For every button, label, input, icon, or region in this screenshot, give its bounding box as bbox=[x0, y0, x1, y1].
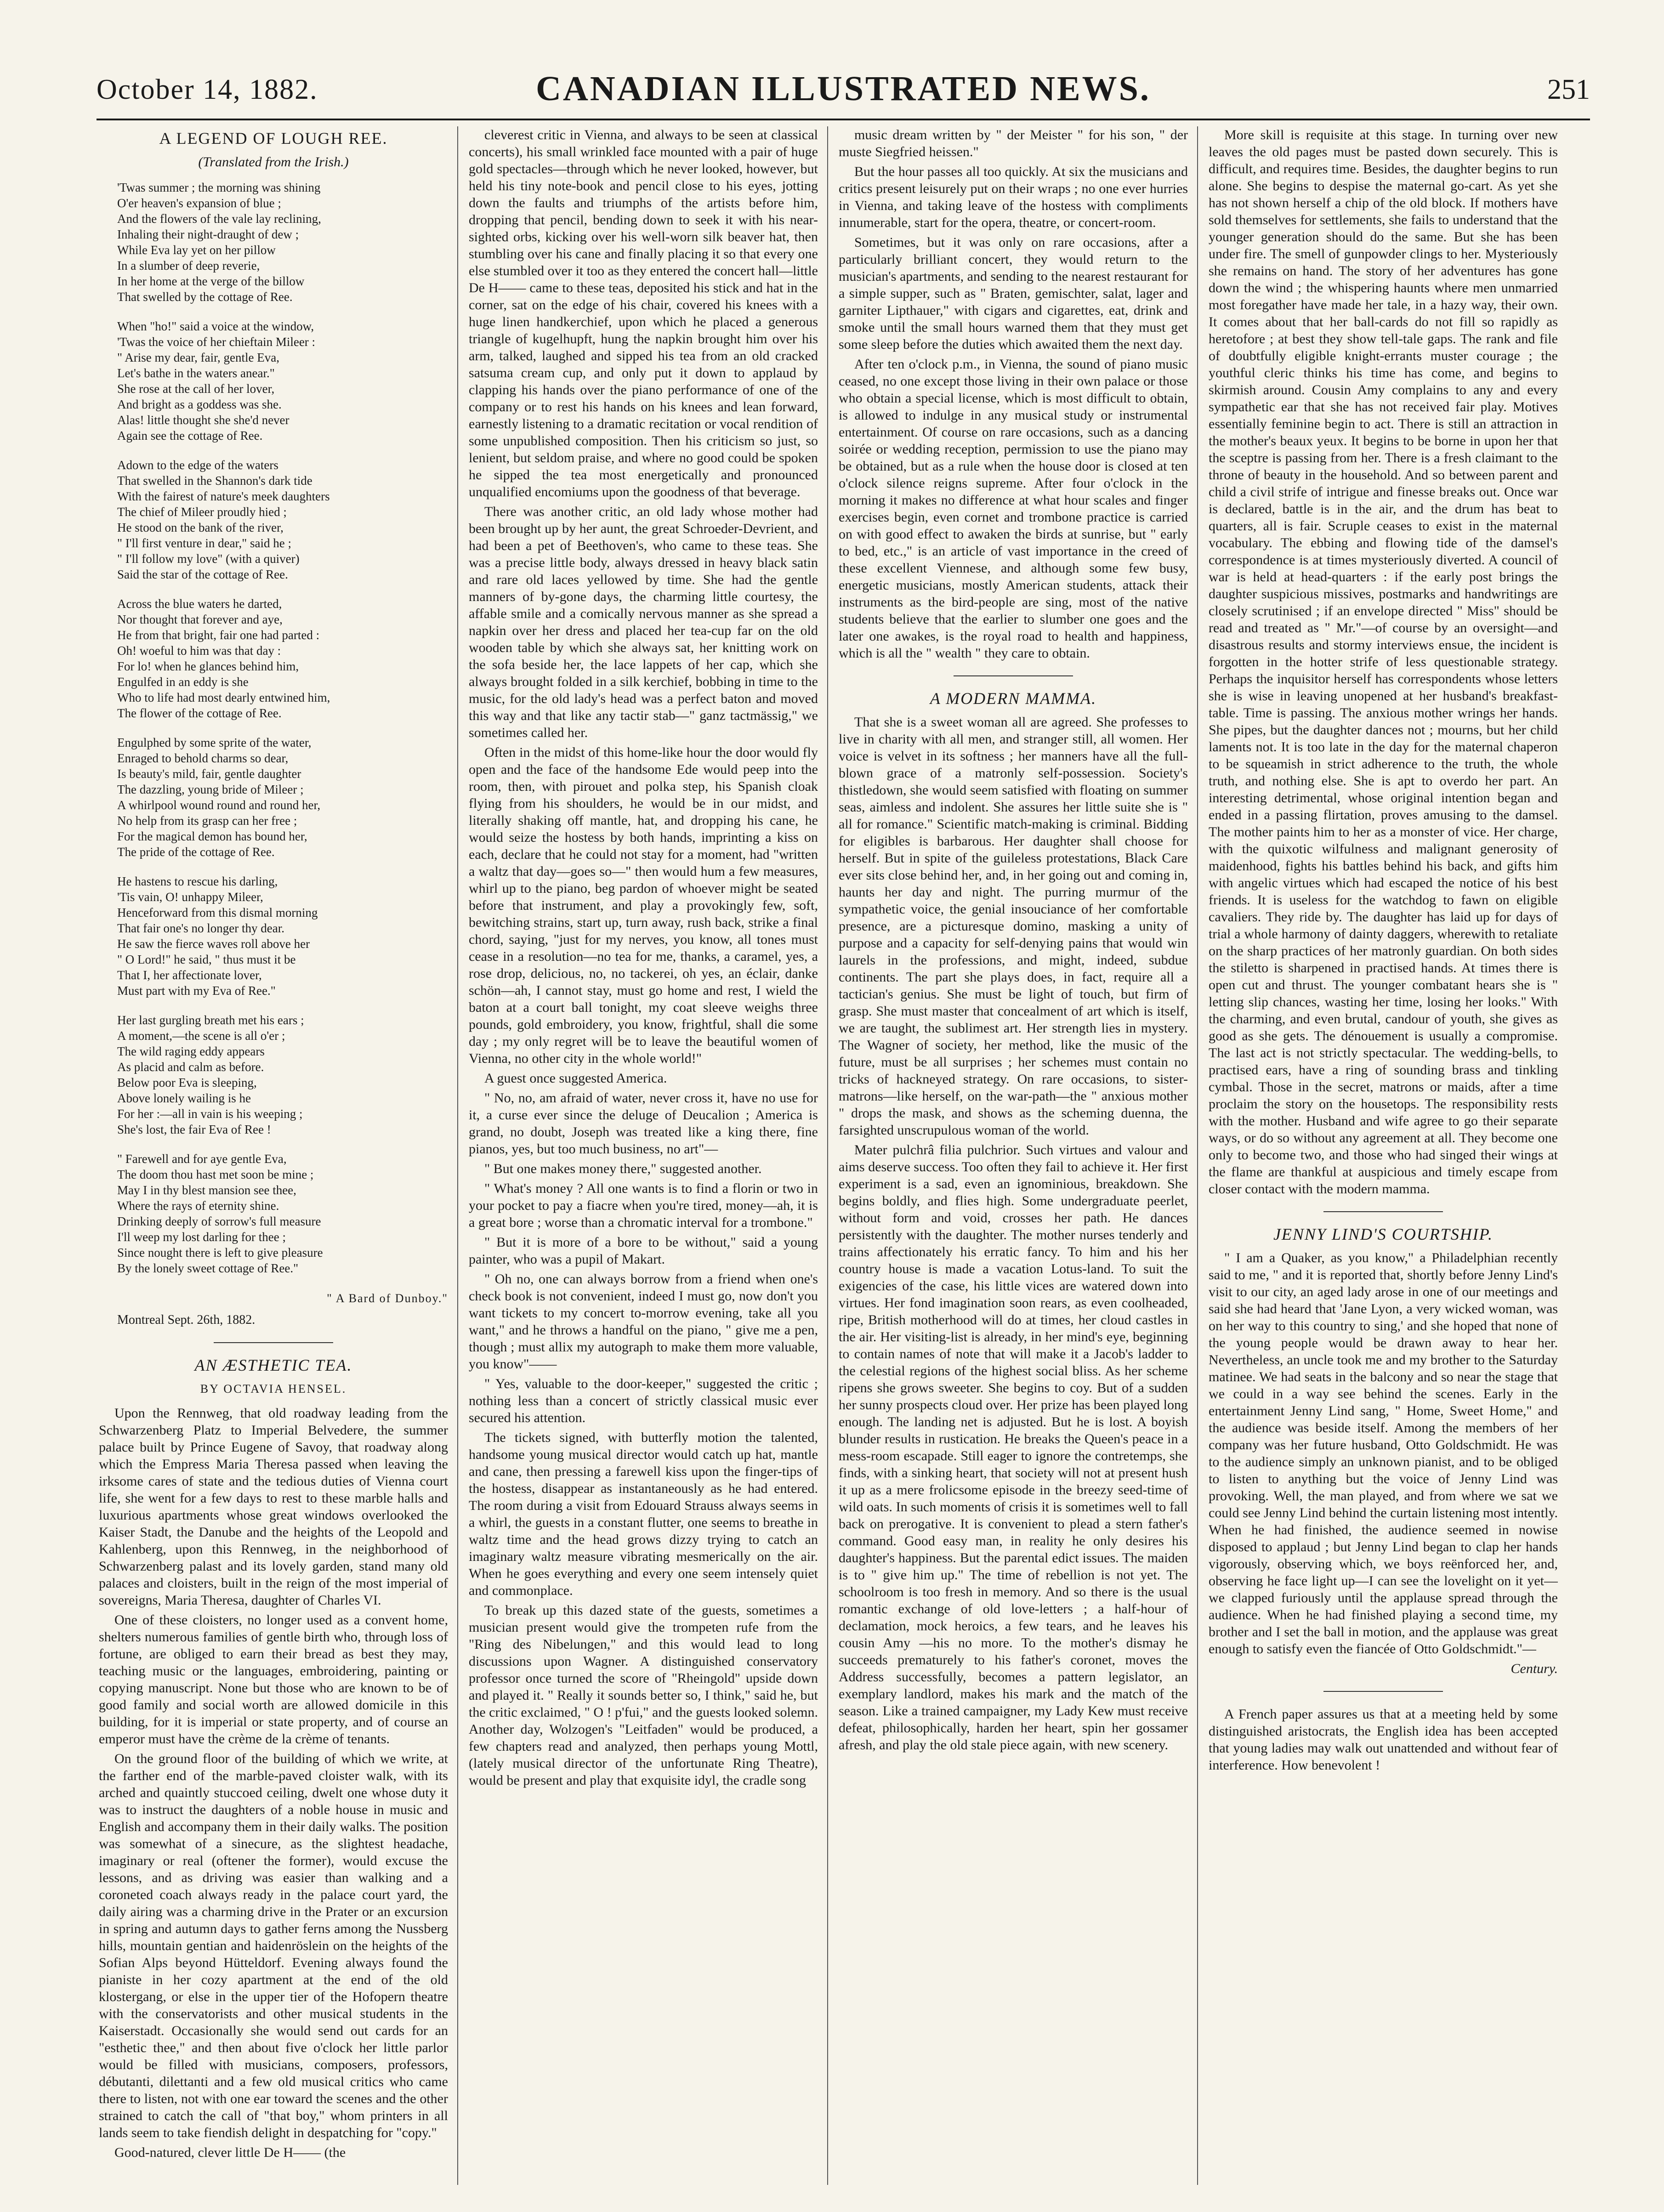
poem-line: Below poor Eva is sleeping, bbox=[117, 1076, 257, 1089]
poem-stanza bbox=[117, 735, 448, 860]
poem-line: Adown to the edge of the waters bbox=[117, 458, 278, 472]
poem-stanza bbox=[117, 318, 448, 443]
poem-line: O'er heaven's expansion of blue ; bbox=[117, 196, 281, 210]
poem-line: " Farewell and for aye gentle Eva, bbox=[117, 1152, 287, 1166]
poem-line: In her home at the verge of the billow bbox=[117, 274, 305, 288]
poem-line: The dazzling, young bride of Mileer ; bbox=[117, 783, 304, 796]
page-number: 251 bbox=[1547, 74, 1590, 105]
article-paragraph: That she is a sweet woman all are agreed. She professes to live in charity with all men, and stranger still, all women. Her voice is velvet in its softness ; her manners have all the full-blown grace of a matronly self-possession. Society's thistledown, she would seem satisfied with floating on summer seas, aimless and indolent. She assures her little suite she is " all for romance." Scientific match-making is criminal. Bidding for eligibles is barbarous. Her daughter shall choose for herself. But in spite of the guileless protestations, Black Care ever sits close behind her, and, in her going out and coming in, haunts her day and night. The purring murmur of the sympathetic voice, the genial insouciance of her comfortable presence, are a picturesque domino, masking a unity of purpose and a capacity for self-denying pains that would win laurels in the professions, and might, indeed, subdue continents. The part she plays does, in fact, require all a tactician's genius. She must be light of touch, but firm of grasp. She must master that concealment of art which is itself, we are taught, the sublimest art. Her strength lies in mystery. The Wagner of society, her method, like the music of the future, must be all surprises ; her schemes must contain no tricks of hackneyed strategy. On rare occasions, to sister-matrons—like herself, on the war-path—the " anxious mother " drops the mask, and shows as the scheming duenna, the farsighted unscrupulous woman of the world. bbox=[839, 715, 1188, 1138]
mamma-body-col3 bbox=[839, 714, 1188, 1753]
section-divider bbox=[1323, 1211, 1443, 1212]
poem-stanza bbox=[117, 1151, 448, 1276]
column-divider bbox=[1197, 126, 1198, 2185]
poem-line: A whirlpool wound round and round her, bbox=[117, 798, 321, 812]
article-paragraph: There was another critic, an old lady whose mother had been brought up by her aunt, the great Schroeder-Devrient, and had been a pet of Beethoven's, who came to these teas. She was a precise little body, always dressed in heavy black satin and rare old laces yellowed by time. She had the gentle manners of by-gone days, the charming little courtesy, the affable smile and a comically nervous manner as she spread a napkin over her dress and placed her tea-cup far on the old wooden table by which she always sat, her knitting work on the sofa beside her, the lace lappets of her cap, which she always brought folded in a silk kerchief, bobbing in time to the music, for the old lady's head was a perfect baton and moved this way and that like any tactir stab—" ganz tactmässig," we sometimes called her. bbox=[469, 504, 818, 740]
article-paragraph: More skill is requisite at this stage. In turning over new leaves the old pages must be pasted down securely. This is difficult, and requires time. Besides, the daughter begins to run alone. She begins to despise the maternal go-cart. As yet she has not shown herself a chip of the old block. If mothers have sold themselves for settlements, she fails to understand that the younger generation should do the same. But she has been under fire. The smell of gunpowder clings to her. Mysteriously she remains on hand. The story of her adventures has gone down the wind ; the whispering haunts where men unmarried most foregather have made her tale, in a hazy way, their own. It comes about that her ball-cards do not fill so rapidly as heretofore ; at best they show tell-tale gaps. The rank and file of doubtfully eligible knight-errants muster courage ; the youthful cleric thinks his time has come, and begins to skirmish around. Cousin Amy complains to any and every sympathetic ear that she has not received fair play. Motives essentially feminine begin to act. There is still an attraction in the mother's beaux yeux. It begins to be borne in upon her that the sceptre is passing from her. There is a fresh claimant to the throne of beauty in the household. And so between parent and child a civil strife of intrigue and finesse breaks out. Once war is declared, battle is in the air, and the drum has beat to quarters, all is fair. Scruple ceases to exist in the maternal vocabulary. The ebbing and flowing tide of the damsel's correspondence is at times mysteriously diverted. A council of war is held at head-quarters : if the early post brings the daughter suspicious missives, postmarks and handwritings are closely scrutinised ; if an envelope directed " Miss" should be read and treated as " Mr."—of course by an oversight—and disastrous results and stormy interviews ensue, the incident is forgotten in the hotter strife of less questionable strategy. Perhaps the inquisitor herself has correspondents whose letters she is wise in leaving unopened at her husband's breakfast-table. Time is passing. The anxious mother wrings her hands. She pipes, but the daughter dances not ; mourns, but her child laments not. It is too late in the day for the maternal chaperon to be squeamish in strict adherence to the truth, the whole truth, and nothing else. She is apt to overdo her part. An interesting detrimental, whose original intention began and ended in a passing flirtation, proves amusing to the damsel. The mother paints him to her as a monster of vice. Her charge, with the quixotic wilfulness and malignant generosity of maidenhood, fights his battles behind his back, and gifts him with angelic virtues which had escaped the notice of his best friends. It is useless for the watchdog to fawn on eligible cavaliers. They ride by. The daughter has laid up for days of trial a whole harmony of dainty daggers, wherewith to retaliate on the sharp practices of her matronly guardian. On both sides the stiletto is sharpened in practised hands. At times there is open cut and thrust. The younger combatant hears she is " letting slip chances, wasting her time, losing her looks." With the charming, and even brutal, candour of youth, she gives as good as she gets. The dénouement is usually a compromise. The last act is not strictly spectacular. The wedding-bells, to practised ears, have a ring of sounding brass and tinkling cymbal. Those in the secret, matrons or maids, after a time proclaim the story on the housetops. The responsibility rests with the mother. Husband and wife agree to go their separate ways, or do so without any agreement at all. They become one only to become two, and those who had singed their wings at the flame are thankful at auspicious and timely escape from closer contact with the modern mamma. bbox=[1209, 127, 1558, 1197]
poem-line: Above lonely wailing is he bbox=[117, 1091, 251, 1105]
tea-byline: BY OCTAVIA HENSEL. bbox=[200, 1382, 347, 1395]
poem-line: Drinking deeply of sorrow's full measure bbox=[117, 1214, 321, 1228]
poem-line: May I in thy blest mansion see thee, bbox=[117, 1183, 296, 1197]
poem-stanza bbox=[117, 1012, 448, 1137]
poem-line: In a slumber of deep reverie, bbox=[117, 259, 260, 272]
article-paragraph: " Oh no, one can always borrow from a friend when one's check book is not convenient, indeed I must go, now don't you want tickets to my concert to-morrow evening, take all you want," and he throws a handful on the piano, " give me a pen, though ; must allix my autograph to make them more valuable, you know"—— bbox=[469, 1271, 818, 1372]
poem-line: Her last gurgling breath met his ears ; bbox=[117, 1013, 304, 1027]
poem-line: No help from its grasp can her free ; bbox=[117, 814, 297, 828]
poem-stanza bbox=[117, 873, 448, 998]
poem-line: Since nought there is left to give pleasure bbox=[117, 1246, 323, 1259]
column-3 bbox=[839, 126, 1188, 2185]
poem-line: She rose at the call of her lover, bbox=[117, 382, 275, 396]
poem-stanza bbox=[117, 457, 448, 582]
article-paragraph: The tickets signed, with butterfly motion the talented, handsome young musical director would catch up hat, mantle and cane, then pressing a farewell kiss upon the finger-tips of the hostess, disappear as instantaneously as he had entered. The room during a visit from Edouard Strauss always seems in a whirl, the guests in a constant flutter, one seems to breathe in waltz time and the head grows dizzy trying to catch an imaginary waltz measure vibrating mesmerically on the air. When he goes everything and every one seem intensely quiet and commonplace. bbox=[469, 1430, 818, 1598]
poem-line: He hastens to rescue his darling, bbox=[117, 874, 278, 888]
poem-line: Let's bathe in the waters anear." bbox=[117, 366, 275, 380]
article-paragraph: " What's money ? All one wants is to find a florin or two in your pocket to pay a fiacre when you're tired, money—ah, it is a great bore ; worse than a chromatic interval for a trombone." bbox=[469, 1181, 818, 1230]
column-divider bbox=[457, 126, 458, 2185]
tea-title: AN ÆSTHETIC TEA. bbox=[194, 1356, 352, 1374]
poem-line: " I'll follow my love" (with a quiver) bbox=[117, 552, 300, 566]
poem-line: Oh! woeful to him was that day : bbox=[117, 644, 281, 658]
poem-line: " I'll first venture in dear," said he ; bbox=[117, 536, 291, 550]
tea-body-col3 bbox=[839, 126, 1188, 662]
poem-line: 'Tis vain, O! unhappy Mileer, bbox=[117, 890, 263, 904]
poem-line: Enraged to behold charms so dear, bbox=[117, 751, 289, 765]
poem-line: He from that bright, fair one had parted : bbox=[117, 628, 320, 642]
poem-line: When "ho!" said a voice at the window, bbox=[117, 319, 314, 333]
poem-line: " O Lord!" he said, " thus must it be bbox=[117, 953, 296, 966]
section-divider bbox=[214, 1342, 333, 1343]
article-paragraph: Good-natured, clever little De H—— (the bbox=[114, 2145, 346, 2160]
poem-line: Is beauty's mild, fair, gentle daughter bbox=[117, 767, 301, 781]
poem-signature: " A Bard of Dunboy." bbox=[327, 1292, 448, 1305]
article-paragraph: " No, no, am afraid of water, never cross it, have no use for it, a curse ever since the deluge of Deucalion ; America is grand, no doubt, Joseph was treated like a king there, fine pianos, yes, but too much business, no art"— bbox=[469, 1090, 818, 1157]
legend-title: A LEGEND OF LOUGH REE. bbox=[159, 129, 388, 147]
mamma-title: A MODERN MAMMA. bbox=[930, 689, 1097, 708]
poem-line: For her :—all in vain is his weeping ; bbox=[117, 1107, 303, 1121]
legend-poem bbox=[99, 180, 448, 1276]
poem-line: As placid and calm as before. bbox=[117, 1060, 264, 1074]
poem-line: Again see the cottage of Ree. bbox=[117, 429, 263, 442]
section-divider bbox=[954, 675, 1073, 676]
jenny-lind-source: Century. bbox=[1511, 1661, 1558, 1676]
jenny-lind-title: JENNY LIND'S COURTSHIP. bbox=[1273, 1225, 1494, 1243]
article-paragraph: To break up this dazed state of the guests, sometimes a musician present would give the trompeten rufe from the "Ring des Nibelungen," and this would lead to long discussions upon Wagner. A distinguished conservatory professor once turned the score of "Rheingold" upside down and played it. " Really it sounds better so, I think," said he, but the critic exclaimed, " O ! p'fui," and the guests looked solemn. Another day, Wolzogen's "Leitfaden" would be produced, a few chapters read and analyzed, then perhaps young Mottl, (lately musical director of the unfortunate Ring Theatre), would be present and play that exquisite idyl, the cradle song bbox=[469, 1603, 818, 1788]
poem-line: And the flowers of the vale lay reclining, bbox=[117, 212, 321, 226]
publication-title: CANADIAN ILLUSTRATED NEWS. bbox=[536, 69, 1151, 108]
tea-body-col2 bbox=[469, 126, 818, 1789]
poem-line: The wild raging eddy appears bbox=[117, 1044, 265, 1058]
poem-line: That swelled in the Shannon's dark tide bbox=[117, 474, 312, 488]
poem-line: Engulphed by some sprite of the water, bbox=[117, 736, 312, 749]
poem-line: While Eva lay yet on her pillow bbox=[117, 243, 276, 257]
article-paragraph: " Yes, valuable to the door-keeper," suggested the critic ; nothing less than a concert of strictly classical music ever secured his attention. bbox=[469, 1376, 818, 1425]
poem-line: I'll weep my lost darling for thee ; bbox=[117, 1230, 286, 1244]
poem-line: The pride of the cottage of Ree. bbox=[117, 845, 275, 859]
column-divider bbox=[827, 126, 828, 2185]
poem-line: And bright as a goddess was she. bbox=[117, 397, 282, 411]
article-paragraph: music dream written by " der Meister " for his son, " der muste Siegfried heissen." bbox=[839, 127, 1188, 159]
masthead bbox=[97, 64, 1590, 133]
poem-line: Inhaling their night-draught of dew ; bbox=[117, 227, 299, 241]
article-paragraph: After ten o'clock p.m., in Vienna, the sound of piano music ceased, no one except those living in their own palace or those who obtain a special license, which is most difficult to obtain, is allowed to indulge in any musical study or instrumental entertainment. Of course on rare occasions, such as a dancing soirée or wedding reception, permission to use the piano may be obtained, but as a rule when the house door is closed at ten o'clock silence reigns supreme. After four o'clock in the morning it makes no difference at what hour scales and finger exercises begin, even cornet and trombone practice is carried on with good effect to awaken the birds at sunrise, but " early to bed, etc.," is an article of vast importance in the creed of these excellent Viennese, and although some few busy, energetic musicians, mostly American students, attack their instruments as the bird-people are sing, most of the native students believe that the earlier to slumber one goes and the later one awakes, is the royal road to health and happiness, which is all the " wealth " they care to obtain. bbox=[839, 357, 1188, 661]
article-paragraph: One of these cloisters, no longer used as a convent home, shelters numerous families of gentle birth who, through loss of fortune, are obliged to earn their bread as best they may, teaching music or the languages, embroidering, painting or copying manuscript. None but those who are known to be of good family and social worth are allowed domicile in this building, for it is imperial or state property, and of course an emperor must have the crème de la crème of tenants. bbox=[99, 1612, 448, 1747]
french-note: A French paper assures us that at a meeting held by some distinguished aristocrats, the English idea has been accepted that young ladies may walk out unattended and without fear of interference. How benevolent ! bbox=[1209, 1707, 1558, 1773]
poem-line: He stood on the bank of the river, bbox=[117, 521, 284, 534]
legend-subtitle: (Translated from the Irish.) bbox=[198, 154, 349, 170]
article-paragraph: A guest once suggested America. bbox=[484, 1071, 667, 1086]
poem-line: By the lonely sweet cottage of Ree." bbox=[117, 1261, 299, 1275]
poem-line: The chief of Mileer proudly hied ; bbox=[117, 505, 287, 519]
poem-line: That fair one's no longer thy dear. bbox=[117, 921, 284, 935]
poem-line: Alas! little thought she she'd never bbox=[117, 413, 290, 427]
poem-line: Nor thought that forever and aye, bbox=[117, 613, 283, 626]
article-paragraph: " But one makes money there," suggested another. bbox=[484, 1161, 762, 1176]
poem-line: That swelled by the cottage of Ree. bbox=[117, 290, 293, 304]
article-paragraph: Sometimes, but it was only on rare occasions, after a particularly brilliant concert, they would return to the musician's apartments, and sending to the nearest restaurant for a simple supper, such as " Braten, gemischter, salat, lager and garniter Lipthauer," with cigars and cigarettes, eat, drink and smoke until the small hours warned them that they must get some sleep before the duties which awaited them the next day. bbox=[839, 235, 1188, 352]
poem-line: He saw the fierce waves roll above her bbox=[117, 937, 310, 951]
article-paragraph: But the hour passes all too quickly. At six the musicians and critics present leisurely put on their wraps ; no one ever hurries in Vienna, and taking leave of the hostess with compliments innumerable, start for the opera, theatre, or concert-room. bbox=[839, 164, 1188, 230]
article-paragraph: Mater pulchrâ filia pulchrior. Such virtues and valour and aims deserve success. Too often they fail to achieve it. Her first experiment is a sad, even an ignominious, breakdown. She begins boldly, and flies high. Some undergraduate peerlet, without form and void, crosses her path. He dances persistently with the daughter. The mother nurses tenderly and trains affectionately his erratic fancy. To him and his her country house is made a vacation Lotus-land. To suit the exigencies of the case, his little vices are watered down into virtues. Her fond imagination soon rears, as even coolheaded, ripe, British motherhood will do at times, her cloud castles in the air. Her visiting-list is already, in her mind's eye, beginning to contain names of note that will make it a Jacob's ladder to the celestial regions of the highest social bliss. As her scheme ripens she grows sweeter. She begins to coy. But of a sudden her sunny prospects cloud over. Her prize has been played long enough. The landing net is adjusted. But he is lost. A boyish blunder results in rustication. He breaks the Queen's peace in a mess-room escapade. Still eager to ignore the contretemps, she finds, with a sinking heart, that society will not at present hush it up as a mere frolicsome episode in the breezy seed-time of wild oats. In such moments of crisis it is sometimes well to fall back on prerogative. It is convenient to plead a stern father's command. Good easy man, in reality he only desires his daughter's happiness. But the parental edict issues. The maiden is to " give him up." The time of rebellion is not yet. The schoolroom is too fresh in memory. And so there is the usual romantic exchange of old love-letters ; a half-hour of declamation, mock heroics, a few tears, and he leaves his cousin Amy —his no more. To the mother's dismay he succeeds prematurely to his father's coronet, moves the Address successfully, becomes a pattern legislator, an exemplary landlord, makes his mark and the match of the season. Like a trained campaigner, my Lady Kew must receive defeat, philosophically, harden her heart, spin her gossamer afresh, and play the old stale piece again, with new scenery. bbox=[839, 1142, 1188, 1753]
mamma-body-col4 bbox=[1209, 126, 1558, 1197]
poem-dateline: Montreal Sept. 26th, 1882. bbox=[117, 1313, 256, 1327]
issue-date: October 14, 1882. bbox=[97, 74, 318, 105]
poem-line: For lo! when he glances behind him, bbox=[117, 659, 299, 673]
poem-line: She's lost, the fair Eva of Ree ! bbox=[117, 1123, 271, 1136]
jenny-lind-body bbox=[1209, 1249, 1558, 1657]
poem-line: 'Twas the voice of her chieftain Mileer : bbox=[117, 335, 316, 349]
poem-line: Engulfed in an eddy is she bbox=[117, 675, 249, 689]
poem-line: Who to life had most dearly entwined him, bbox=[117, 691, 330, 704]
poem-line: Must part with my Eva of Ree." bbox=[117, 984, 276, 998]
column-2 bbox=[469, 126, 818, 2185]
poem-line: Said the star of the cottage of Ree. bbox=[117, 567, 288, 581]
masthead-rule bbox=[97, 119, 1590, 120]
article-paragraph: " But it is more of a bore to be without," said a young painter, who was a pupil of Makart. bbox=[469, 1235, 818, 1267]
section-divider bbox=[1323, 1691, 1443, 1692]
poem-line: Where the rays of eternity shine. bbox=[117, 1199, 279, 1213]
article-paragraph: Often in the midst of this home-like hour the door would fly open and the face of the handsome Ede would peep into the room, then, with pirouet and polka step, his Spanish cloak flying from his shoulders, he would be in our midst, and literally shaking off mantle, hat, and dropping his cane, he would seize the hostess by both hands, imprinting a kiss on each, declare that he could not stay for a moment, had "written a waltz that day—goes so—" then would hum a few measures, whirl up to the piano, beg pardon of whoever might be seated before that instrument, and play a provokingly few, soft, bewitching strains, start up, turn away, rush back, strike a final chord, saying, "just for my nerves, you know, all tones must cease in a resolution—no tea for me, thanks, a caramel, yes, a rose drop, delicious, no, no tackerei, oh yes, an éclair, danke schön—ah, I cannot stay, must go home and rest, I wield the baton at a court ball tonight, my coat sleeve weighs three pounds, gold embroidery, you know, frightful, shall die some day ; my only regret will be to leave the beautiful women of Vienna, no other city in the whole world!" bbox=[469, 745, 818, 1066]
poem-line: The flower of the cottage of Ree. bbox=[117, 706, 282, 720]
poem-stanza bbox=[117, 180, 448, 305]
poem-line: A moment,—the scene is all o'er ; bbox=[117, 1029, 285, 1043]
poem-line: Henceforward from this dismal morning bbox=[117, 906, 318, 919]
poem-line: For the magical demon has bound her, bbox=[117, 829, 307, 843]
poem-line: 'Twas summer ; the morning was shining bbox=[117, 181, 321, 194]
poem-line: That I, her affectionate lover, bbox=[117, 968, 262, 982]
poem-line: The doom thou hast met soon be mine ; bbox=[117, 1168, 314, 1181]
column-4 bbox=[1209, 126, 1558, 2185]
poem-stanza bbox=[117, 596, 448, 721]
article-paragraph: " I am a Quaker, as you know," a Philadelphian recently said to me, " and it is reported that, shortly before Jenny Lind's visit to our city, an aged lady arose in one of our meetings and said she had heard that 'Jane Lyon, a very wicked woman, was on her way to this country to sing,' and she hoped that none of the young people would be drawn away to hear her. Nevertheless, an uncle took me and my brother to the Saturday matinee. We had seats in the balcony and so near the stage that we could in a way see behind the scenes. Early in the entertainment Jenny Lind sang, " Home, Sweet Home," and the audience was beside itself. Among the members of her company was her future husband, Otto Goldschmidt. He was to the audience simply an unknown pianist, and to be obliged to listen to anything but the voice of Jenny Lind was provoking. Well, the man played, and from where we sat we could see Jenny Lind behind the curtain listening most intently. When he had finished, the audience seemed in nowise disposed to applaud ; but Jenny Lind began to clap her hands vigorously, observing which, we boys reënforced her, and, observing he face light up—I can see the lovelight on it yet—we clapped furiously until the applause spread through the audience. When he had finished playing a second time, my brother and I set the ball in motion, and the applause was great enough to satisfy even the fiancée of Otto Goldschmidt."— bbox=[1209, 1250, 1558, 1656]
article-paragraph: Upon the Rennweg, that old roadway leading from the Schwarzenberg Platz to Imperial Belvedere, the summer palace built by Prince Eugene of Savoy, that roadway along which the Empress Maria Theresa passed when leaving the irksome cares of state and the tedious duties of Vienna court life, she went for a few days to rest to these marble halls and luxurious apartments whose great windows overlooked the Kaiser Stadt, the Danube and the heights of the Leopold and Kahlenberg, upon this Rennweg, in the neighborhood of Schwarzenberg palast and its lovely garden, stand many old palaces and cloisters, built in the reign of the most imperial of sovereigns, Maria Theresa, daughter of Charles VI. bbox=[99, 1406, 448, 1608]
tea-body-col1 bbox=[99, 1405, 448, 2161]
poem-line: " Arise my dear, fair, gentle Eva, bbox=[117, 351, 279, 364]
poem-line: Across the blue waters he darted, bbox=[117, 597, 282, 611]
article-paragraph: On the ground floor of the building of which we write, at the farther end of the marble-paved cloister walk, with its arched and quaintly stuccoed ceiling, dwelt one whose duty it was to instruct the daughters of a noble house in music and English and accompany them in their daily walks. The position was somewhat of a sinecure, as the slightest headache, imaginary or real (oftener the former), would excuse the lessons, and as driving was easier than walking and a coroneted coach always ready in the palace court yard, the daily airing was a charming drive in the Prater or an excursion in spring and autumn days to gather ferns among the Nussberg hills, mountain gentian and haidenröslein on the heights of the Sofian Alps beyond Hütteldorf. Evening always found the pianiste in her cozy apartment at the end of the old klostergang, or else in the upper tier of the Hofopern theatre with the conservatorists and other musical students in the Kaiserstadt. Occasionally she would send out cards for an "esthetic thee," and then about five o'clock her little parlor would be filled with musicians, composers, professors, débutanti, dilettanti and a few old musical critics who came there to listen, not with one ear toward the scenes and the other strained to catch the call of "that boy," whom printers in all lands seem to take fiendish delight in despatching for "copy." bbox=[99, 1751, 448, 2140]
article-paragraph: cleverest critic in Vienna, and always to be seen at classical concerts), his small wrinkled face mounted with a pair of huge gold spectacles—through which he never looked, however, but held his tiny note-book and pencil close to his eyes, jotting down the faults and triumphs of the artists before him, dropping that pencil, bending down to seek it with his near-sighted orbs, kicking over his well-worn silk beaver hat, then stumbling over his cane and finally placing it so that every one else stumbled over it too as they entered the concert hall—little De H—— came to these teas, deposited his stick and hat in the corner, sat on the edge of his chair, covered his knees with a huge linen handkerchief, upon which he placed a generous triangle of kugelhupft, hung the napkin brought him over his arm, talked, laughed and sipped his tea from an old cracked satsuma cream cup, and only put it down to applaud by clapping his hands over the piano performance of one of the company or to rest his hands on his knees and lean forward, earnestly listening to a dramatic recitation or vocal rendition of some unpublished composition. Then his criticism so just, so lenient, but seldom praise, and where no good could be spoken he sipped the tea most energetically and pronounced unqualified encomiums upon the goodness of that beverage. bbox=[469, 127, 818, 499]
column-1 bbox=[99, 126, 448, 2185]
poem-line: With the fairest of nature's meek daughters bbox=[117, 489, 330, 503]
